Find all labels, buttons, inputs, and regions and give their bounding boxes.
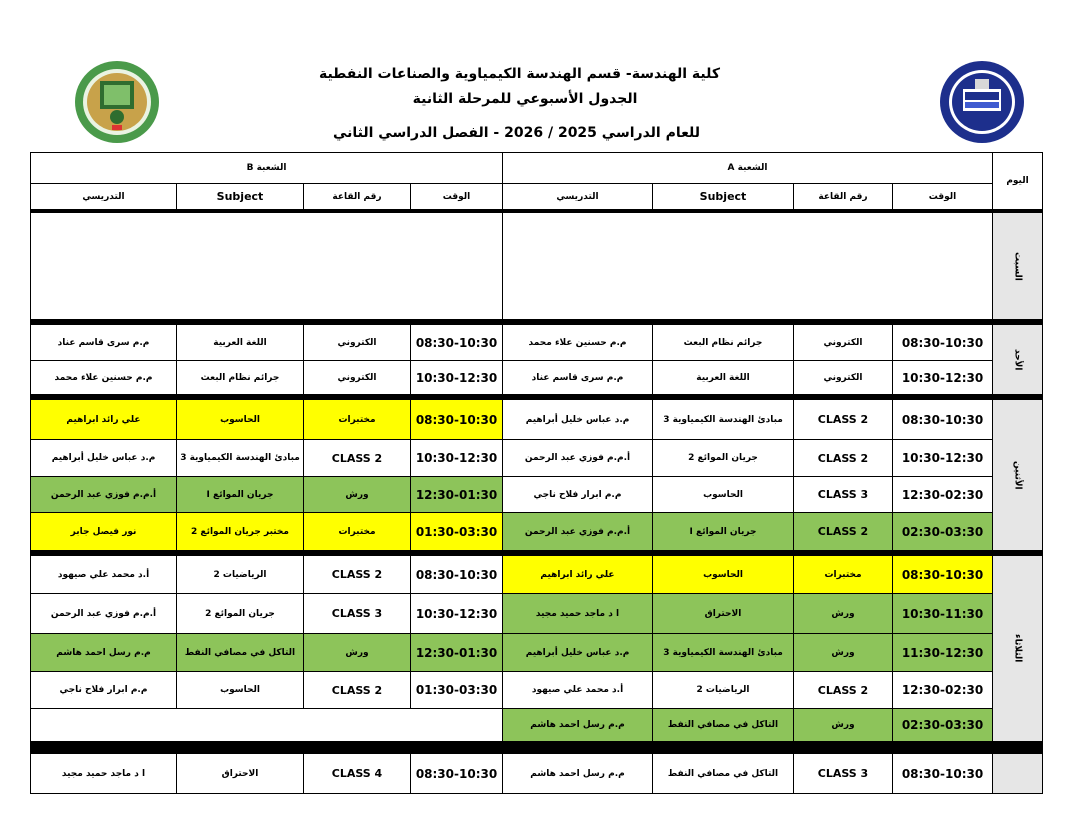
tue4-b-teacher: م.م ابرار فلاح ناجي: [31, 672, 177, 709]
mon2-b-time: 10:30-12:30: [411, 440, 503, 477]
weekly-schedule-table: [30, 152, 1043, 794]
mon3-b-time: 12:30-01:30: [411, 477, 503, 513]
tue2-a-subject: الاحتراق: [653, 594, 794, 634]
sun2-a-subject: اللغة العربية: [653, 361, 794, 395]
saturday-b-empty: [31, 213, 503, 320]
mon1-b-room: مختبرات: [304, 400, 411, 440]
wed1-b-subject: الاحتراق: [177, 754, 304, 794]
saturday-a-empty: [503, 213, 993, 320]
mon4-b-room: مختبرات: [304, 513, 411, 551]
mon4-a-teacher: أ.م.م فوزي عبد الرحمن: [503, 513, 653, 551]
tue2-b-room: CLASS 3: [304, 594, 411, 634]
sun2-a-teacher: م.م سرى قاسم عناد: [503, 361, 653, 395]
mon4-a-subject: جريان الموائع I: [653, 513, 794, 551]
page-header: [0, 0, 1083, 150]
mon3-a-subject: الحاسوب: [653, 477, 794, 513]
header-semester-title: للعام الدراسي 2025 / 2026 - الفصل الدراسي الثاني: [332, 125, 700, 141]
section-a-header: الشعبة A: [503, 153, 993, 184]
tue4-a-room: CLASS 2: [794, 672, 893, 709]
tue4-a-teacher: أ.د محمد علي صيهود: [503, 672, 653, 709]
sun1-a-room: الكتروني: [794, 325, 893, 361]
wed1-a-room: CLASS 3: [794, 754, 893, 794]
sun2-a-time: 10:30-12:30: [893, 361, 993, 395]
mon3-b-subject: جريان الموائع I: [177, 477, 304, 513]
tue1-b-time: 08:30-10:30: [411, 556, 503, 594]
mon3-a-teacher: م.م ابرار فلاح ناجي: [503, 477, 653, 513]
tue3-a-room: ورش: [794, 634, 893, 672]
sun2-b-room: الكتروني: [304, 361, 411, 395]
mon2-a-time: 10:30-12:30: [893, 440, 993, 477]
mon1-a-subject: مبادئ الهندسة الكيمياوية 3: [653, 400, 794, 440]
mon2-a-teacher: أ.م.م فوزي عبد الرحمن: [503, 440, 653, 477]
a-subject-header: Subject: [653, 184, 794, 210]
day-column-header: اليوم: [993, 153, 1043, 210]
wed1-a-subject: التاكل في مصافي النفط: [653, 754, 794, 794]
tue4-b-room: CLASS 2: [304, 672, 411, 709]
mon3-a-room: CLASS 3: [794, 477, 893, 513]
sun1-b-room: الكتروني: [304, 325, 411, 361]
sun1-a-subject: جرائم نظام البعث: [653, 325, 794, 361]
tue1-a-teacher: علي رائد ابراهيم: [503, 556, 653, 594]
mon4-b-teacher: نور فيصل جابر: [31, 513, 177, 551]
mon1-a-room: CLASS 2: [794, 400, 893, 440]
tue1-a-subject: الحاسوب: [653, 556, 794, 594]
tue4-a-time: 12:30-02:30: [893, 672, 993, 709]
b-time-header: الوقت: [411, 184, 503, 210]
mon4-b-subject: مختبر جريان الموائع 2: [177, 513, 304, 551]
a-time-header: الوقت: [893, 184, 993, 210]
college-logo-icon: [937, 59, 1027, 145]
sun1-a-teacher: م.م حسنين علاء محمد: [503, 325, 653, 361]
tue4-b-time: 01:30-03:30: [411, 672, 503, 709]
day-tuesday: الثلاثاء: [993, 556, 1043, 742]
sun2-b-teacher: م.م حسنين علاء محمد: [31, 361, 177, 395]
tue3-b-teacher: م.م رسل احمد هاشم: [31, 634, 177, 672]
tue3-b-time: 12:30-01:30: [411, 634, 503, 672]
wed1-b-teacher: ا د ماجد حميد مجيد: [31, 754, 177, 794]
tue5-a-teacher: م.م رسل احمد هاشم: [503, 709, 653, 742]
day-sunday: الأحد: [993, 325, 1043, 395]
tue2-a-room: ورش: [794, 594, 893, 634]
a-teacher-header: التدريسي: [503, 184, 653, 210]
mon1-b-subject: الحاسوب: [177, 400, 304, 440]
tue1-a-room: مختبرات: [794, 556, 893, 594]
mon2-b-teacher: م.د عباس خليل أبراهيم: [31, 440, 177, 477]
mon2-a-room: CLASS 2: [794, 440, 893, 477]
tue3-b-room: ورش: [304, 634, 411, 672]
tue3-a-teacher: م.د عباس خليل أبراهيم: [503, 634, 653, 672]
section-b-header: الشعبة B: [31, 153, 503, 184]
tue4-b-subject: الحاسوب: [177, 672, 304, 709]
day-monday: الأثنين: [993, 400, 1043, 551]
mon4-a-time: 02:30-03:30: [893, 513, 993, 551]
header-schedule-title: الجدول الأسبوعي للمرحلة الثانية: [412, 91, 638, 107]
sun1-b-teacher: م.م سرى قاسم عناد: [31, 325, 177, 361]
tue5-a-subject: التاكل في مصافي النفط: [653, 709, 794, 742]
tue5-b-empty: [31, 709, 503, 742]
tue3-a-time: 11:30-12:30: [893, 634, 993, 672]
mon3-b-teacher: أ.م.م فوزي عبد الرحمن: [31, 477, 177, 513]
mon1-b-teacher: علي رائد ابراهيم: [31, 400, 177, 440]
tue5-a-room: ورش: [794, 709, 893, 742]
tue2-a-time: 10:30-11:30: [893, 594, 993, 634]
tue2-a-teacher: ا د ماجد حميد مجيد: [503, 594, 653, 634]
sun2-b-time: 10:30-12:30: [411, 361, 503, 395]
row-divider: [31, 742, 1043, 754]
tue2-b-subject: جريان الموائع 2: [177, 594, 304, 634]
tue3-b-subject: التاكل في مصافي النفط: [177, 634, 304, 672]
day-wednesday-partial: [993, 754, 1043, 794]
sun1-b-time: 08:30-10:30: [411, 325, 503, 361]
tue5-a-time: 02:30-03:30: [893, 709, 993, 742]
day-saturday: السبت: [993, 213, 1043, 320]
mon3-a-time: 12:30-02:30: [893, 477, 993, 513]
mon2-b-room: CLASS 2: [304, 440, 411, 477]
a-room-header: رقم القاعة: [794, 184, 893, 210]
tue2-b-time: 10:30-12:30: [411, 594, 503, 634]
b-room-header: رقم القاعة: [304, 184, 411, 210]
wed1-b-time: 08:30-10:30: [411, 754, 503, 794]
mon1-b-time: 08:30-10:30: [411, 400, 503, 440]
wed1-a-teacher: م.م رسل احمد هاشم: [503, 754, 653, 794]
tue1-b-teacher: أ.د محمد علي صيهود: [31, 556, 177, 594]
tue3-a-subject: مبادئ الهندسة الكيمياوية 3: [653, 634, 794, 672]
sun2-a-room: الكتروني: [794, 361, 893, 395]
wed1-b-room: CLASS 4: [304, 754, 411, 794]
wed1-a-time: 08:30-10:30: [893, 754, 993, 794]
tue1-b-subject: الرياضيات 2: [177, 556, 304, 594]
university-logo-icon: [72, 59, 162, 145]
mon2-a-subject: جريان الموائع 2: [653, 440, 794, 477]
mon1-a-time: 08:30-10:30: [893, 400, 993, 440]
sun1-a-time: 08:30-10:30: [893, 325, 993, 361]
tue1-b-room: CLASS 2: [304, 556, 411, 594]
mon3-b-room: ورش: [304, 477, 411, 513]
b-teacher-header: التدريسي: [31, 184, 177, 210]
sun2-b-subject: جرائم نظام البعث: [177, 361, 304, 395]
tue1-a-time: 08:30-10:30: [893, 556, 993, 594]
mon1-a-teacher: م.د عباس خليل أبراهيم: [503, 400, 653, 440]
mon2-b-subject: مبادئ الهندسة الكيمياوية 3: [177, 440, 304, 477]
header-college-title: كلية الهندسة- قسم الهندسة الكيمياوية والصناعات النفطية: [318, 66, 720, 82]
tue2-b-teacher: أ.م.م فوزي عبد الرحمن: [31, 594, 177, 634]
tue4-a-subject: الرياضيات 2: [653, 672, 794, 709]
sun1-b-subject: اللغة العربية: [177, 325, 304, 361]
mon4-a-room: CLASS 2: [794, 513, 893, 551]
b-subject-header: Subject: [177, 184, 304, 210]
mon4-b-time: 01:30-03:30: [411, 513, 503, 551]
